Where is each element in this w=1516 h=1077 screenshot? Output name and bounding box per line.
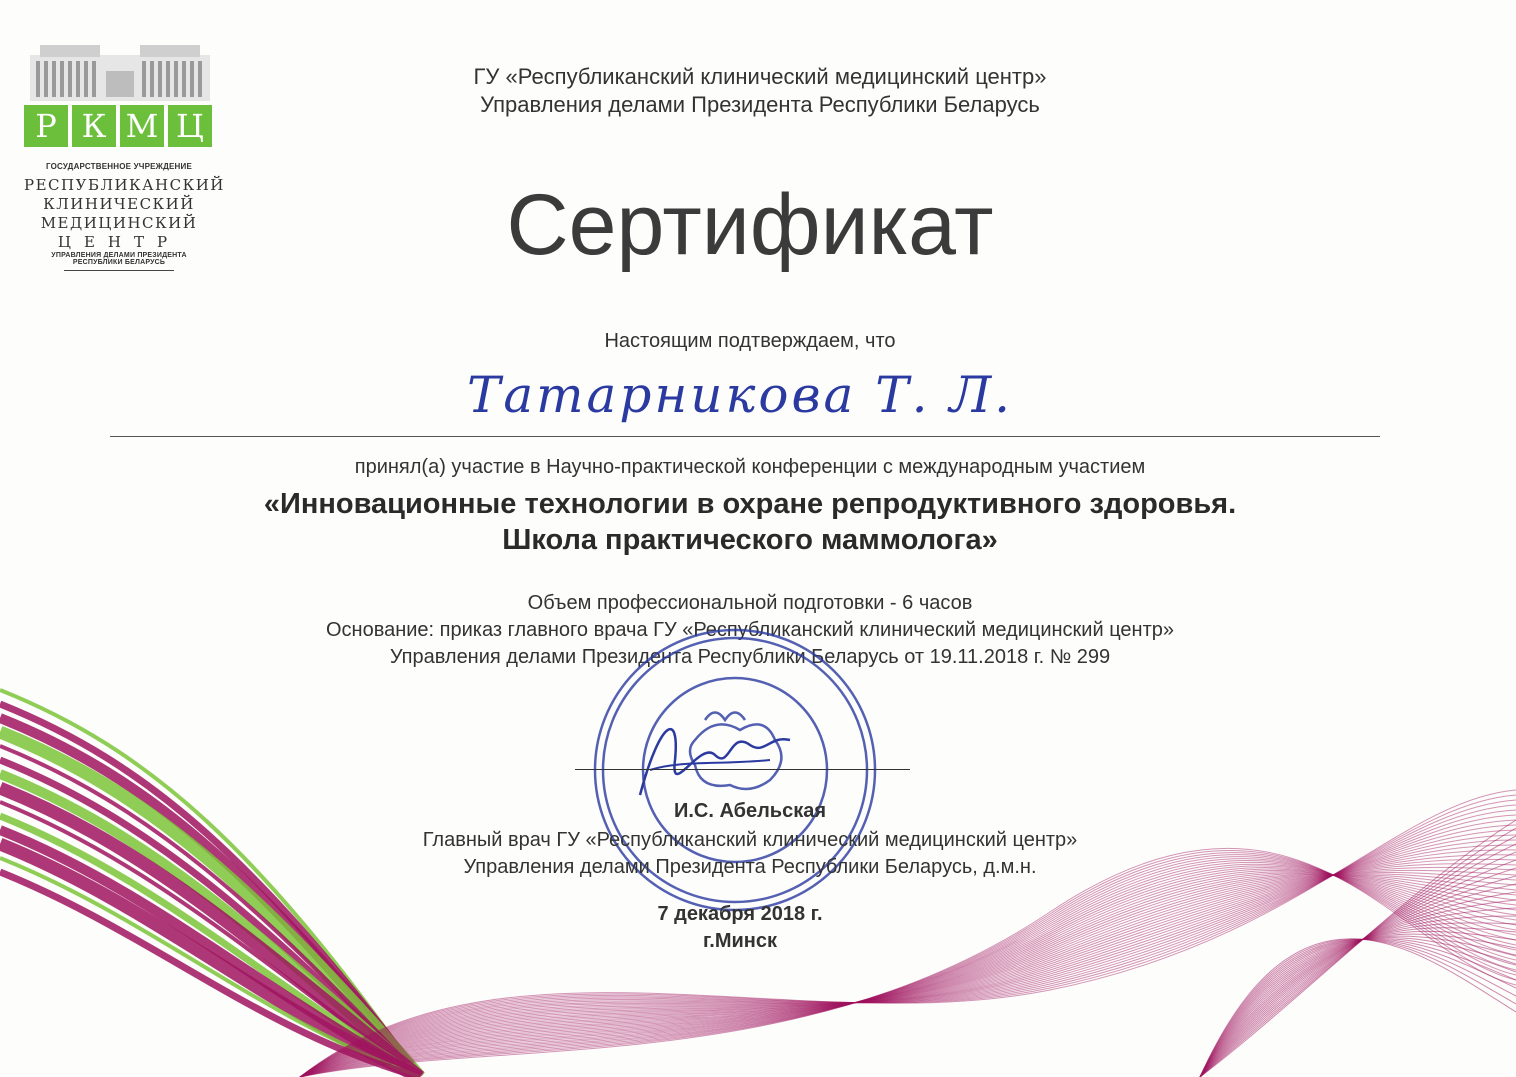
signature-icon xyxy=(620,700,800,810)
basis-line-1: Основание: приказ главного врача ГУ «Республиканский клинический медицинский центр» xyxy=(325,619,1175,641)
logo-sub-1: УПРАВЛЕНИЯ ДЕЛАМИ ПРЕЗИДЕНТА xyxy=(51,252,187,259)
logo-text-block xyxy=(24,162,225,271)
confirm-text: Настоящим подтверждаем, что xyxy=(604,330,896,352)
header-line-1: ГУ «Республиканский клинический медицинский центр» xyxy=(473,64,1047,89)
participation-text: принял(а) участие в Научно-практической конференции с международным участием xyxy=(354,456,1146,478)
recipient-name: Татарникова Т. Л. xyxy=(466,366,1014,424)
logo-state-institution: ГОСУДАРСТВЕННОЕ УЧРЕЖДЕНИЕ xyxy=(45,162,193,171)
volume-text: Объем профессиональной подготовки - 6 часов xyxy=(527,592,973,614)
issue-city: г.Минск xyxy=(702,930,778,952)
signatory-name: И.С. Абельская xyxy=(673,800,827,822)
page-title: Сертификат xyxy=(506,177,994,273)
logo-letter: Ц xyxy=(168,105,212,147)
rkmc-logo xyxy=(24,105,214,147)
issue-date: 7 декабря 2018 г. xyxy=(657,903,823,925)
signatory-position-1: Главный врач ГУ «Республиканский клинический медицинский центр» xyxy=(422,829,1078,851)
logo-letter: К xyxy=(72,105,116,147)
header-line-2: Управления делами Президента Республики Беларусь xyxy=(480,92,1040,117)
logo-line: КЛИНИЧЕСКИЙ xyxy=(43,195,195,213)
signature-line xyxy=(575,769,910,770)
logo-line: МЕДИЦИНСКИЙ xyxy=(40,214,198,232)
recipient-underline xyxy=(110,436,1380,437)
logo-letter: М xyxy=(120,105,164,147)
logo-divider xyxy=(64,270,174,271)
logo-line: РЕСПУБЛИКАНСКИЙ xyxy=(24,176,225,194)
logo-line: ЦЕНТР xyxy=(57,233,181,251)
signatory-position-2: Управления делами Президента Республики Беларусь, д.м.н. xyxy=(463,856,1037,878)
building-logo-icon xyxy=(30,45,210,103)
logo-sub-2: РЕСПУБЛИКИ БЕЛАРУСЬ xyxy=(72,259,166,266)
conference-title-line-2: Школа практического маммолога» xyxy=(502,524,998,556)
conference-title-line-1: «Инновационные технологии в охране репродуктивного здоровья. xyxy=(263,488,1237,520)
basis-line-2: Управления делами Президента Республики Беларусь от 19.11.2018 г. № 299 xyxy=(389,646,1111,668)
logo-letter: Р xyxy=(24,105,68,147)
